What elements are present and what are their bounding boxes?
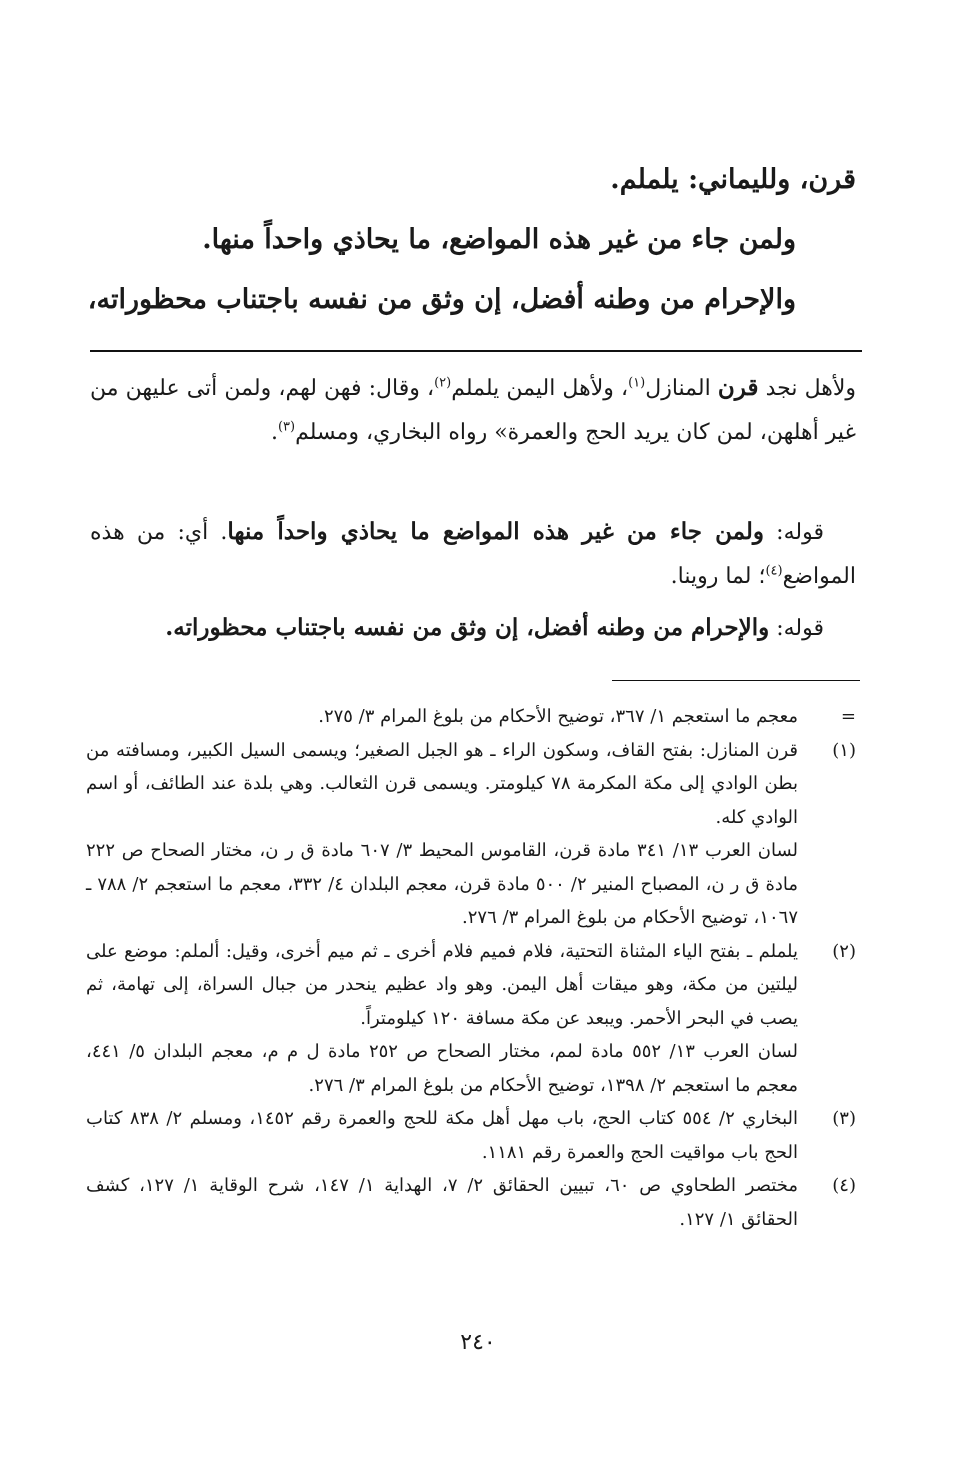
commentary-bold-quote: والإحرام من وطنه أفضل، إن وثق من نفسه باجتناب محظوراته.	[165, 614, 770, 641]
matn-line-3: والإحرام من وطنه أفضل، إن وثق من نفسه باجتناب محظوراته،	[87, 284, 796, 315]
commentary-text: .	[270, 420, 278, 445]
commentary-text: ؛ لما روينا.	[670, 564, 766, 589]
commentary-paragraph-1	[90, 366, 856, 455]
footnote-text: قرن المنازل: بفتح القاف، وسكون الراء ـ هو الجبل الصغير؛ ويسمى السيل الكبير، ومسافته من بطن الوادي إلى مكة المكرمة ٧٨ كيلومتر. ويسمى قرن الثعالب. وهي بلدة عند الطائف، أو اسم الوادي كله.	[86, 739, 798, 828]
footnote-ref-3: (٣)	[277, 419, 296, 435]
commentary-paragraph-3	[90, 606, 856, 651]
footnote-sources: لسان العرب ١٣/ ٣٤١ مادة قرن، القاموس المحيط ٣/ ٦٠٧ مادة ق ر ن، مختار الصحاح ص ٢٢٢ مادة ق ر ن، المصباح المنير ٢/ ٥٠٠ مادة قرن، معجم البلدان ٤/ ٣٣٢، معجم ما استعجم ٢/ ٧٨٨ ـ ١٠٦٧، توضيح الأحكام من بلوغ المرام ٣/ ٢٧٦.	[86, 840, 799, 928]
footnote-sources: لسان العرب ١٣/ ٥٥٢ مادة لمم، مختار الصحاح ص ٢٥٢ مادة ل م م، معجم البلدان ٥/ ٤٤١، معجم ما استعجم ٢/ ١٣٩٨، توضيح الأحكام من بلوغ المرام ٣/ ٢٧٦.	[86, 1041, 798, 1096]
footnote-ref-4: (٤)	[765, 563, 783, 579]
footnote-4	[86, 1169, 856, 1236]
commentary-text: . أي: من هذه المواضع	[90, 520, 856, 589]
commentary-text: المنازل	[645, 376, 718, 401]
footnote-text: معجم ما استعجم ١/ ٣٦٧، توضيح الأحكام من بلوغ المرام ٣/ ٢٧٥.	[318, 706, 798, 727]
footnote-1	[86, 734, 856, 935]
footnote-mark: (٢)	[832, 940, 856, 962]
footnote-continued	[86, 700, 856, 734]
matn-line-1: قرن، ولليماني: يلملم.	[610, 164, 856, 195]
commentary-text: ولأهل نجد	[758, 376, 856, 401]
commentary-paragraph-2	[90, 510, 856, 599]
commentary-text: قوله:	[764, 520, 824, 545]
footnote-mark: =	[840, 706, 856, 727]
main-divider	[90, 350, 862, 352]
footnote-mark: (١)	[832, 739, 856, 761]
footnote-divider	[612, 680, 860, 681]
commentary-text: ، ولأهل اليمن يلملم	[451, 376, 629, 401]
footnotes	[86, 700, 856, 1236]
matn-line-2: ولمن جاء من غير هذه المواضع، ما يحاذي واحداً منها.	[202, 224, 796, 255]
footnote-mark: (٤)	[832, 1175, 856, 1196]
footnote-3	[86, 1102, 856, 1169]
footnote-2	[86, 935, 856, 1103]
footnote-ref-1: (١)	[628, 375, 646, 391]
commentary-text: ، وقال: فهن لهم، ولمن أتى عليهن من غير أهلهن، لمن كان يريد الحج والعمرة» رواه البخاري، ومسلم	[90, 376, 856, 445]
footnote-text: يلملم ـ بفتح الياء المثناة التحتية، فلام فميم فلام أخرى ـ ثم ميم أخرى، وقيل: ألملم: موضع على ليلتين من مكة، وهو ميقات أهل اليمن. وهو واد عظيم ينحدر من جبال السراة، إلى تهامة، ثم يصب في البحر الأحمر. ويبعد عن مكة مسافة ١٢٠ كيلومتراً.	[86, 940, 798, 1029]
page-number: ٢٤٠	[460, 1330, 496, 1355]
commentary-text: قوله:	[769, 616, 824, 641]
footnote-text: البخاري ٢/ ٥٥٤ كتاب الحج، باب مهل أهل مكة للحج والعمرة رقم ١٤٥٢، ومسلم ٢/ ٨٣٨ كتاب الحج باب مواقيت الحج والعمرة رقم ١١٨١.	[86, 1108, 799, 1163]
commentary-bold-quote: ولمن جاء من غير هذه المواضع ما يحاذي واحداً منها	[227, 518, 765, 545]
footnote-ref-2: (٢)	[434, 375, 452, 391]
footnote-mark: (٣)	[832, 1108, 856, 1129]
footnote-text: مختصر الطحاوي ص ٦٠، تبيين الحقائق ٢/ ٧، الهداية ١/ ١٤٧، شرح الوقاية ١/ ١٢٧، كشف الحقائق ١/ ١٢٧.	[86, 1175, 798, 1230]
commentary-bold-term: قرن	[717, 374, 759, 401]
